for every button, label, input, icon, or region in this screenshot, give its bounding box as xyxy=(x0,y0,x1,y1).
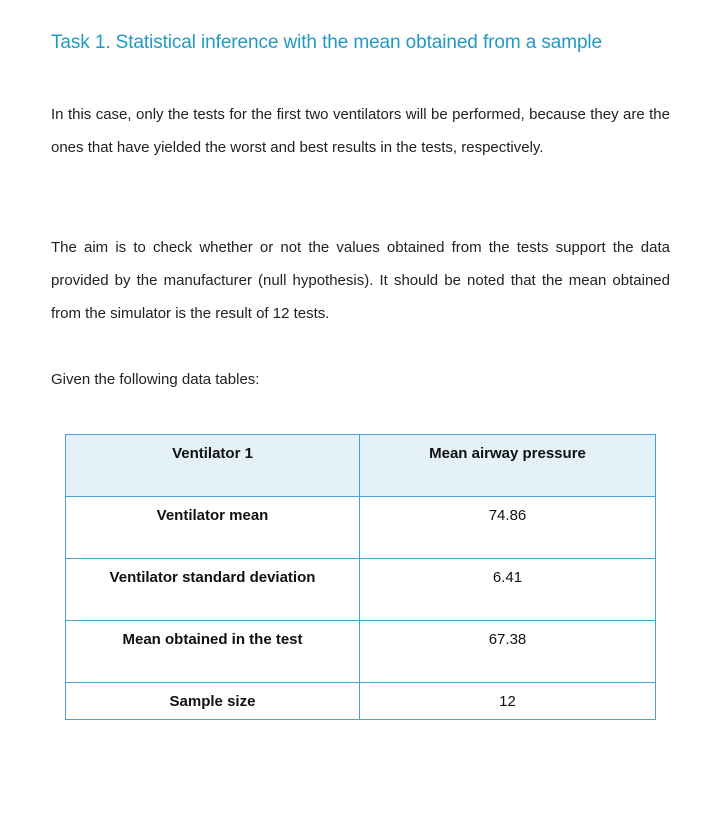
table-header-mean-airway-pressure: Mean airway pressure xyxy=(360,435,656,497)
table-header-ventilator: Ventilator 1 xyxy=(66,435,360,497)
aim-paragraph: The aim is to check whether or not the values obtained from the tests support the data provided by the manufacturer (null hypothesis). It should be noted that the mean obtained from the simulator is the result of 12 tests. xyxy=(51,239,670,322)
row-value: 12 xyxy=(360,683,656,720)
table-row xyxy=(66,621,656,683)
table-header-row xyxy=(66,435,656,497)
row-label: Ventilator standard deviation xyxy=(66,559,360,621)
row-label: Mean obtained in the test xyxy=(66,621,360,683)
ventilator-data-table xyxy=(65,434,656,720)
row-label: Sample size xyxy=(66,683,360,720)
row-value: 6.41 xyxy=(360,559,656,621)
intro-paragraph: In this case, only the tests for the first two ventilators will be performed, because they are the ones that have yielded the worst and best results in the tests, respectively. xyxy=(51,106,670,156)
page-title: Task 1. Statistical inference with the mean obtained from a sample xyxy=(51,32,603,53)
table-row xyxy=(66,497,656,559)
table-row xyxy=(66,559,656,621)
table-row xyxy=(66,683,656,720)
tables-intro-paragraph: Given the following data tables: xyxy=(51,371,260,388)
row-value: 74.86 xyxy=(360,497,656,559)
row-value: 67.38 xyxy=(360,621,656,683)
row-label: Ventilator mean xyxy=(66,497,360,559)
